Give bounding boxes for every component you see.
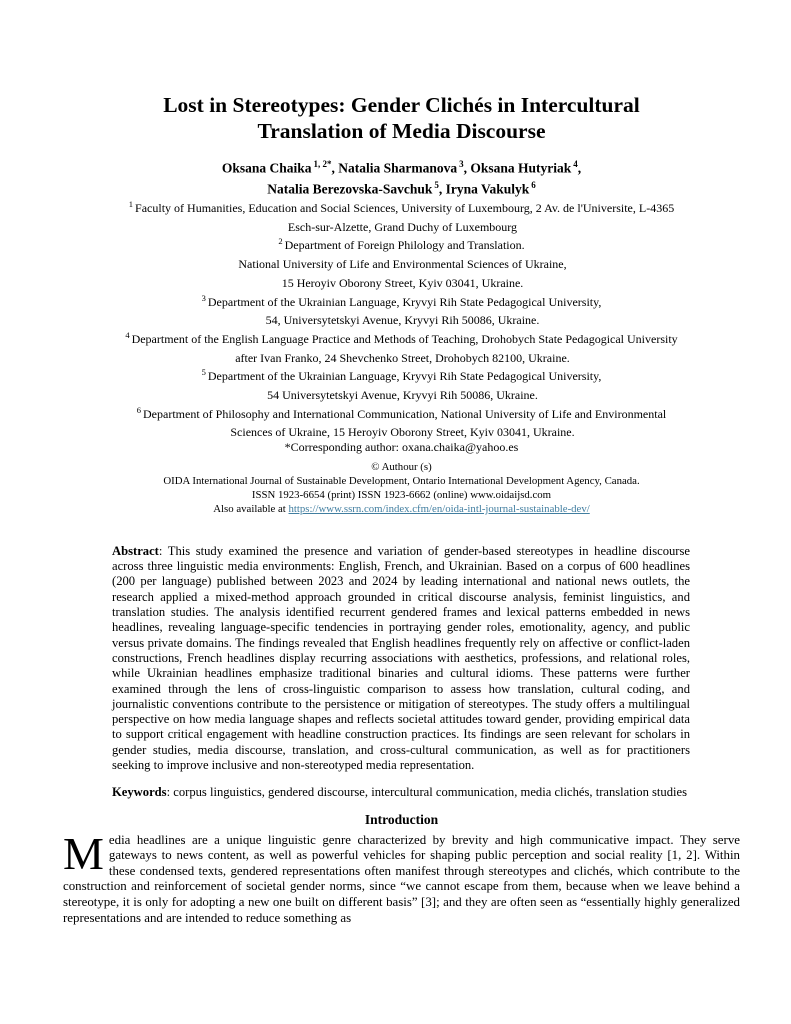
affiliation-text: Faculty of Humanities, Education and Social Sciences, University of Luxembourg, 2 Av. de l'Universite, L-4365 xyxy=(135,201,675,215)
author-separator: , xyxy=(577,160,582,176)
affiliation-marker: 6 xyxy=(136,404,142,415)
affiliation-line xyxy=(63,421,740,440)
affiliation-line xyxy=(63,403,740,422)
abstract-separator: : xyxy=(158,543,168,558)
availability-line xyxy=(63,502,740,516)
keywords-paragraph xyxy=(112,785,690,800)
affiliation-text: 54, Universytetskyi Avenue, Kryvyi Rih 50086, Ukraine. xyxy=(265,313,540,328)
affiliation-line xyxy=(63,365,740,384)
title-line-2: Translation of Media Discourse xyxy=(257,119,546,143)
affiliation-line xyxy=(63,291,740,310)
affiliation-text: Department of the Ukrainian Language, Kryvyi Rih State Pedagogical University, xyxy=(207,369,602,384)
affiliation-text: after Ivan Franko, 24 Shevchenko Street, Drohobych 82100, Ukraine. xyxy=(235,350,570,365)
journal-link[interactable]: https://www.ssrn.com/index.cfm/en/oida-intl-journal-sustainable-dev/ xyxy=(288,502,590,515)
drop-cap: M xyxy=(63,827,104,879)
author-name: Natalia Berezovska-Savchuk xyxy=(267,181,433,196)
authors-line-1 xyxy=(63,156,740,177)
affiliation-line xyxy=(63,384,740,403)
keywords-text: corpus linguistics, gendered discourse, intercultural communication, media clichés, translation studies xyxy=(173,785,687,800)
affiliation-line xyxy=(63,216,740,235)
abstract-text: This study examined the presence and variation of gender-based stereotypes in headline discourse across three linguistic media environments: English, French, and Ukrainian. Based on a corpus of 600 headlines (200 per language) published between 2023 and 2024 by leading international and national news outlets, the research applied a mixed-method approach grounded in critical discourse analysis, feminist linguistics, and translation studies. The analysis identified recurrent gendered frames and lexical patterns embedded in news headlines, revealing language-specific tendencies in portraying gender roles, emotionality, agency, and public versus private domains. The findings revealed that English headlines frequently rely on affective or conflict-laden constructions, French headlines display recurring associations with aesthetics, professions, and relational roles, while Ukrainian headlines emphasize traditional binaries and cultural idioms. These patterns were further examined through the lens of cross-linguistic comparison to assess how translation, cultural coding, and journalistic conventions contribute to the persistence or mitigation of stereotypes. The study offers a multilingual perspective on how media language shapes and reflects societal attitudes toward gender, providing empirical data to support critical engagement with headline construction practices. Its findings are seen relevant for scholars in gender studies, media discourse, translation, and cross-cultural communication, as well as for practitioners seeking to improve inclusive and non-stereotyped media representation. xyxy=(112,543,690,772)
keywords-label: Keywords xyxy=(112,785,167,800)
affiliation-text: Department of the English Language Practice and Methods of Teaching, Drohobych State Pedagogical University xyxy=(131,331,678,346)
affiliation-text: Sciences of Ukraine, 15 Heroyiv Oborony Street, Kyiv 03041, Ukraine. xyxy=(230,425,575,440)
author-separator: , xyxy=(463,160,471,176)
author-name: Oksana Chaika xyxy=(221,160,312,176)
affiliation-marker: 3 xyxy=(201,292,206,303)
paper-title xyxy=(63,92,740,144)
author-separator: , xyxy=(331,160,339,176)
affiliation-text: Department of the Ukrainian Language, Kryvyi Rih State Pedagogical University, xyxy=(207,294,602,309)
affiliation-line xyxy=(63,272,740,291)
keywords-separator: : xyxy=(166,785,174,800)
affiliation-line xyxy=(63,234,740,253)
copyright-block xyxy=(63,460,740,516)
author-affiliation-marker: 4 xyxy=(573,159,578,169)
journal-line: OIDA International Journal of Sustainable Development, Ontario International Development Agency, Canada. xyxy=(163,474,640,487)
corresponding-author-text: *Corresponding author: oxana.chaika@yahoo.es xyxy=(284,440,519,455)
affiliation-text: 54 Universytetskyi Avenue, Kryvyi Rih 50086, Ukraine. xyxy=(267,388,538,403)
affiliation-marker: 2 xyxy=(278,236,283,247)
copyright-line: © Authour (s) xyxy=(371,460,432,473)
author-name: Natalia Sharmanova xyxy=(338,160,458,176)
issn-line: ISSN 1923-6654 (print) ISSN 1923-6662 (online) www.oidaijsd.com xyxy=(251,488,552,501)
affiliation-text: Department of Philosophy and International Communication, National University of Life and Environmental xyxy=(143,406,667,421)
author-name: Iryna Vakulyk xyxy=(445,181,530,196)
affiliation-line xyxy=(63,328,740,347)
affiliation-line xyxy=(63,253,740,272)
author-affiliation-marker: 3 xyxy=(459,159,464,169)
author-name: Oksana Hutyriak xyxy=(470,160,572,176)
corresponding-author-line xyxy=(63,440,740,455)
author-affiliation-marker: 1, 2* xyxy=(313,159,332,169)
author-separator: , xyxy=(438,181,446,196)
affiliation-line xyxy=(63,347,740,366)
affiliation-marker: 1 xyxy=(128,199,134,209)
affiliation-marker: 4 xyxy=(125,329,130,340)
author-affiliation-marker: 5 xyxy=(434,179,439,190)
affiliation-line xyxy=(63,197,740,216)
affiliation-text: Department of Foreign Philology and Translation. xyxy=(284,238,525,253)
abstract-paragraph xyxy=(112,544,690,773)
affiliation-line xyxy=(63,309,740,328)
affiliation-text: Esch-sur-Alzette, Grand Duchy of Luxembourg xyxy=(287,219,518,234)
author-affiliation-marker: 6 xyxy=(531,179,536,190)
title-line-1: Lost in Stereotypes: Gender Clichés in Intercultural xyxy=(163,93,640,117)
authors-line-2 xyxy=(63,177,740,198)
affiliation-text: National University of Life and Environmental Sciences of Ukraine, xyxy=(238,257,567,272)
affiliation-text: 15 Heroyiv Oborony Street, Kyiv 03041, Ukraine. xyxy=(281,275,524,290)
availability-prefix: Also available at xyxy=(213,502,289,515)
affiliation-marker: 5 xyxy=(201,367,206,378)
affiliation-block xyxy=(63,197,740,455)
author-list xyxy=(63,156,740,197)
introduction-paragraph xyxy=(63,827,740,927)
abstract-label: Abstract xyxy=(112,543,159,558)
introduction-text: edia headlines are a unique linguistic genre characterized by brevity and high communicative impact. They serve gateways to news content, as well as powerful vehicles for shaping public perception and social reality [1, 2]. Within these condensed texts, gendered representations often manifest through stereotypes and clichés, which contribute to the construction and reinforcement of societal gender norms, since “we cannot escape from them, because when we leave behind a stereotype, it is only for adopting a new one built on different basis” [3]; and they are often seen as “essentially highly generalized representations and are intended to reduce something as xyxy=(63,832,740,925)
section-heading-introduction: Introduction xyxy=(364,811,439,827)
